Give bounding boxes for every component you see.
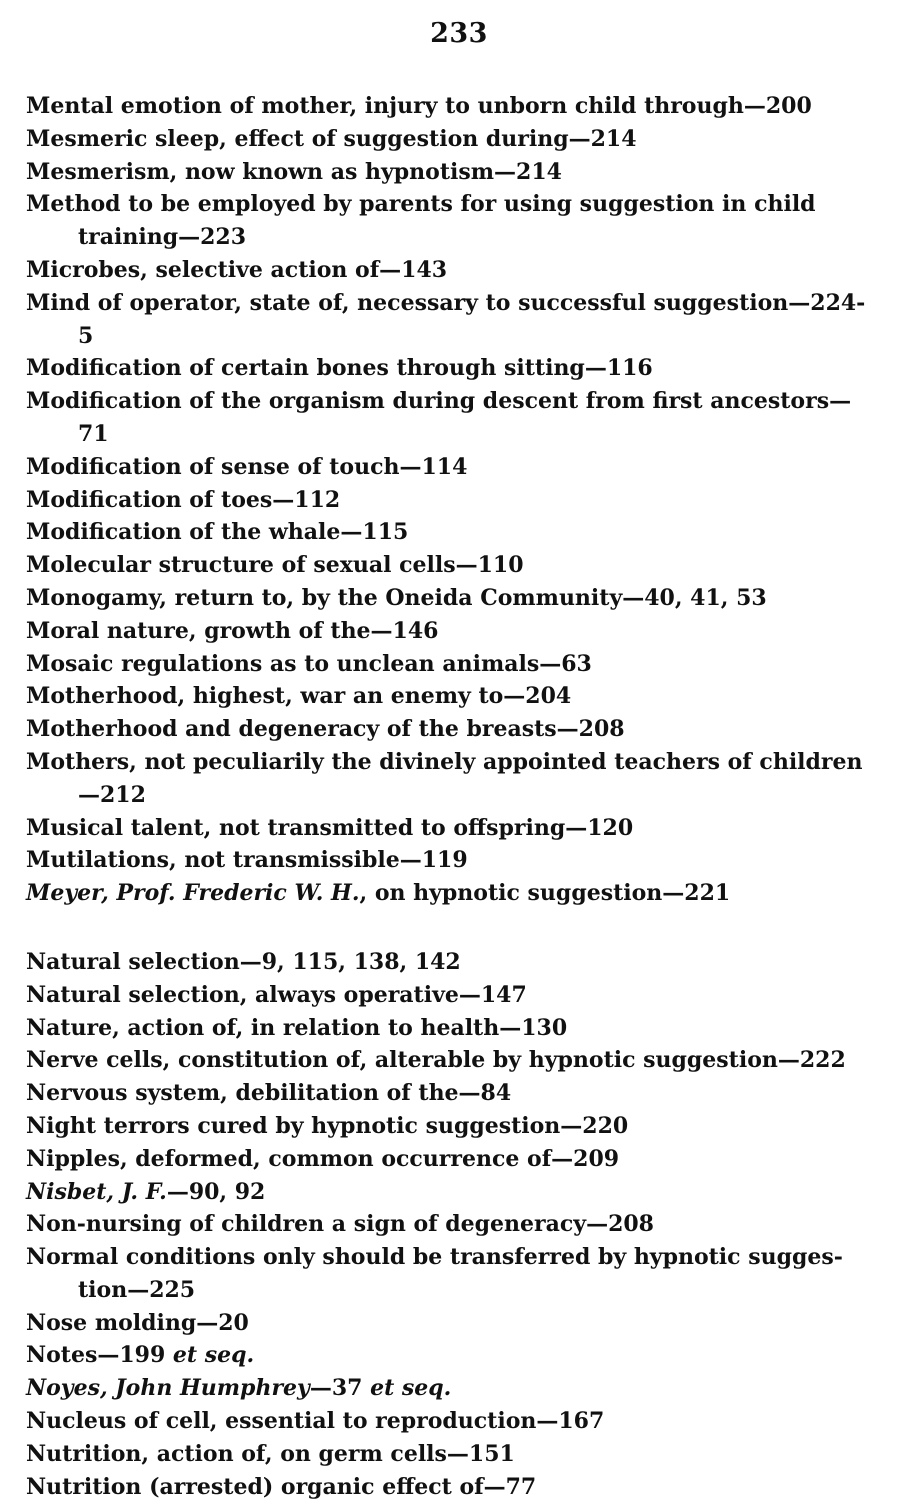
index-entry bbox=[26, 1372, 876, 1405]
index-entry-text: Mothers, not peculiarily the divinely appointed teachers of children —212 bbox=[26, 748, 863, 808]
index-entry-text: Musical talent, not transmitted to offspring—120 bbox=[26, 814, 634, 841]
index-entry-text: Modification of the whale—115 bbox=[26, 519, 409, 546]
index-entry bbox=[26, 746, 876, 812]
section-divider bbox=[26, 910, 876, 946]
index-entry-text: Motherhood, highest, war an enemy to—204 bbox=[26, 683, 572, 710]
index-entry bbox=[26, 385, 876, 451]
index-entry-name: Nisbet, J. F. bbox=[26, 1178, 167, 1205]
index-entry bbox=[26, 451, 876, 484]
index-entry bbox=[26, 1307, 876, 1340]
index-entry bbox=[26, 680, 876, 713]
index-entry bbox=[26, 188, 876, 254]
index-entry-text: Nature, action of, in relation to health—130 bbox=[26, 1014, 568, 1041]
index-entry-text: Nipples, deformed, common occurrence of—209 bbox=[26, 1145, 620, 1172]
page-number: 233 bbox=[430, 18, 488, 49]
index-entry bbox=[26, 549, 876, 582]
index-entry-et-seq: et seq. bbox=[172, 1342, 255, 1369]
index-entry-text: Motherhood and degeneracy of the breasts—208 bbox=[26, 716, 625, 743]
index-entry bbox=[26, 484, 876, 517]
index-entry bbox=[26, 615, 876, 648]
index-entry-text: Natural selection—9, 115, 138, 142 bbox=[26, 948, 461, 975]
index-entry-text: Notes—199 bbox=[26, 1342, 173, 1369]
index-entry bbox=[26, 713, 876, 746]
index-list bbox=[26, 90, 876, 1503]
index-entry bbox=[26, 979, 876, 1012]
index-entry-text: Mind of operator, state of, necessary to successful suggestion—224-5 bbox=[26, 289, 866, 349]
index-entry-text: Nerve cells, constitution of, alterable by hypnotic suggestion—222 bbox=[26, 1047, 846, 1074]
index-entry-name: Noyes, John Humphrey bbox=[26, 1375, 310, 1402]
index-entry bbox=[26, 1044, 876, 1077]
index-entry-text: Nose molding—20 bbox=[26, 1309, 249, 1336]
index-entry bbox=[26, 1208, 876, 1241]
index-entry-pages: , on hypnotic suggestion—221 bbox=[359, 880, 731, 907]
index-entry bbox=[26, 352, 876, 385]
index-entry bbox=[26, 648, 876, 681]
index-entry-text: Microbes, selective action of—143 bbox=[26, 256, 448, 283]
index-entry bbox=[26, 1471, 876, 1503]
index-entry-text: Mesmerism, now known as hypnotism—214 bbox=[26, 158, 562, 185]
index-entry-text: Mental emotion of mother, injury to unborn child through—200 bbox=[26, 93, 812, 119]
index-entry-text: Mesmeric sleep, effect of suggestion during—214 bbox=[26, 125, 637, 152]
index-entry bbox=[26, 90, 876, 123]
index-entry-text: Nucleus of cell, essential to reproduction—167 bbox=[26, 1408, 605, 1435]
index-entry-et-seq: et seq. bbox=[370, 1375, 452, 1402]
index-entry-name: Meyer, Prof. Frederic W. H. bbox=[26, 880, 360, 907]
index-entry-text: Modification of sense of touch—114 bbox=[26, 453, 468, 480]
index-entry-pages: —37 bbox=[309, 1375, 371, 1402]
index-entry-text: Moral nature, growth of the—146 bbox=[26, 617, 439, 644]
index-entry-text: Monogamy, return to, by the Oneida Community—40, 41, 53 bbox=[26, 584, 767, 611]
index-entry bbox=[26, 1077, 876, 1110]
index-entry-text: Molecular structure of sexual cells—110 bbox=[26, 552, 524, 579]
index-entry bbox=[26, 156, 876, 189]
index-entry bbox=[26, 1438, 876, 1471]
index-entry bbox=[26, 1176, 876, 1209]
index-entry bbox=[26, 844, 876, 877]
index-entry bbox=[26, 1143, 876, 1176]
index-entry-text: Natural selection, always operative—147 bbox=[26, 981, 527, 1008]
index-entry-text: Normal conditions only should be transferred by hypnotic sugges-tion—225 bbox=[26, 1244, 843, 1303]
index-entry bbox=[26, 812, 876, 845]
index-entry bbox=[26, 1110, 876, 1143]
index-entry-text: Nervous system, debilitation of the—84 bbox=[26, 1080, 512, 1107]
index-entry-text: Modification of the organism during descent from first ancestors—71 bbox=[26, 388, 852, 447]
index-entry-text: Nutrition, action of, on germ cells—151 bbox=[26, 1440, 515, 1467]
index-entry bbox=[26, 516, 876, 549]
index-entry bbox=[26, 582, 876, 615]
index-entry-text: Night terrors cured by hypnotic suggestion—220 bbox=[26, 1112, 629, 1139]
index-entry bbox=[26, 123, 876, 156]
index-entry bbox=[26, 287, 876, 353]
index-entry bbox=[26, 1012, 876, 1045]
index-entry-text: Nutrition (arrested) organic effect of—77 bbox=[26, 1473, 537, 1500]
index-entry-text: Modification of certain bones through sitting—116 bbox=[26, 355, 653, 382]
index-entry-text: Mutilations, not transmissible—119 bbox=[26, 847, 468, 874]
index-entry bbox=[26, 1405, 876, 1438]
index-entry-text: Modification of toes—112 bbox=[26, 486, 341, 513]
index-entry-pages: —90, 92 bbox=[166, 1178, 266, 1205]
index-entry-text: Non-nursing of children a sign of degeneracy—208 bbox=[26, 1211, 654, 1238]
index-entry bbox=[26, 1241, 876, 1307]
index-entry bbox=[26, 254, 876, 287]
index-entry bbox=[26, 1339, 876, 1372]
index-entry-text: Mosaic regulations as to unclean animals—63 bbox=[26, 650, 592, 677]
index-entry bbox=[26, 946, 876, 979]
index-entry bbox=[26, 877, 876, 910]
index-entry-text: Method to be employed by parents for using suggestion in child training—223 bbox=[26, 191, 816, 251]
